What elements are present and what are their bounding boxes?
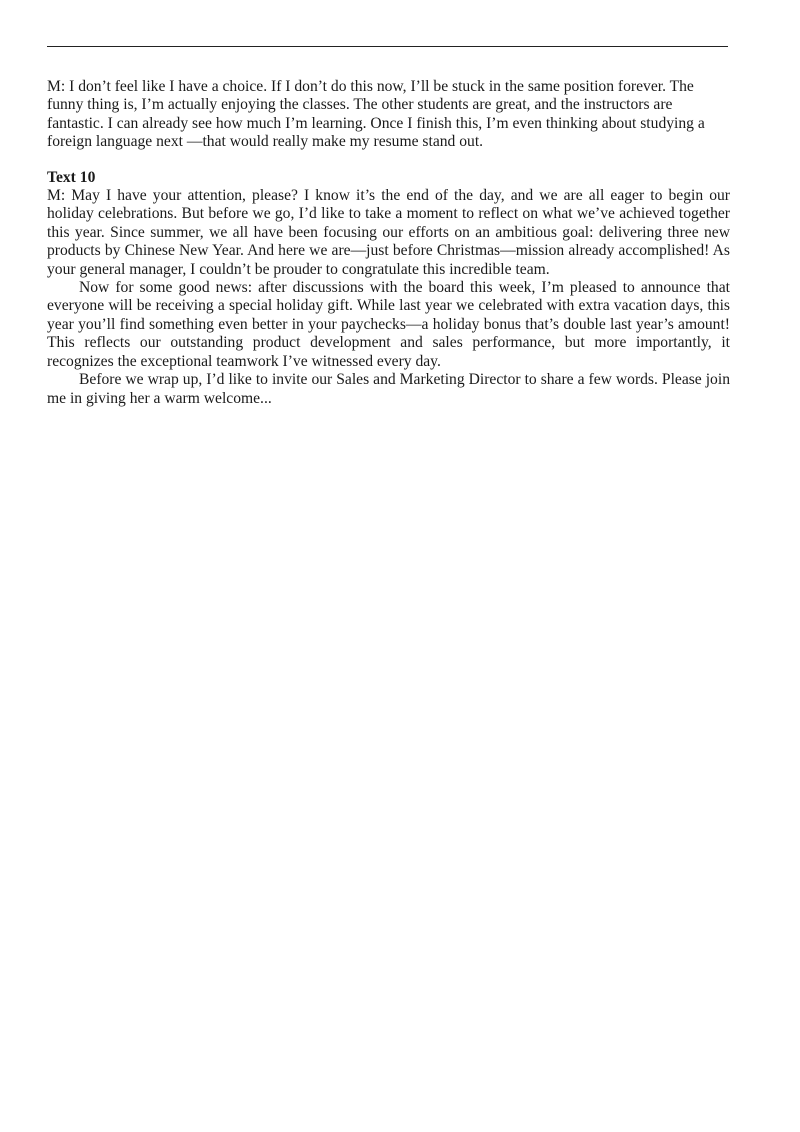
text10-paragraph-3: Before we wrap up, I’d like to invite our Sales and Marketing Director to share a few words. Please join me in giving her a warm welcome... <box>47 371 730 407</box>
document-body <box>47 78 730 408</box>
previous-text-paragraph: M: I don’t feel like I have a choice. If I don’t do this now, I’ll be stuck in the same position forever. The funny thing is, I’m actually enjoying the classes. The other students are great, and the instructors are fantastic. I can already see how much I’m learning. Once I finish this, I’m even thinking about studying a foreign language next —that would really make my resume stand out. <box>47 78 705 151</box>
header-rule <box>47 46 728 47</box>
text10-paragraph-2: Now for some good news: after discussions with the board this week, I’m pleased to announce that everyone will be receiving a special holiday gift. While last year we celebrated with extra vacation days, this year you’ll find something even better in your paychecks—a holiday bonus that’s double last year’s amount! This reflects our outstanding product development and sales performance, but more importantly, it recognizes the exceptional teamwork I’ve witnessed every day. <box>47 279 730 370</box>
text10-paragraph-1: M: May I have your attention, please? I know it’s the end of the day, and we are all eager to begin our holiday celebrations. But before we go, I’d like to take a moment to reflect on what we’ve achieved together this year. Since summer, we all have been focusing our efforts on an ambitious goal: delivering three new products by Chinese New Year. And here we are—just before Christmas—mission already accomplished! As your general manager, I couldn’t be prouder to congratulate this incredible team. <box>47 187 730 278</box>
section-heading-text-10: Text 10 <box>47 168 96 186</box>
